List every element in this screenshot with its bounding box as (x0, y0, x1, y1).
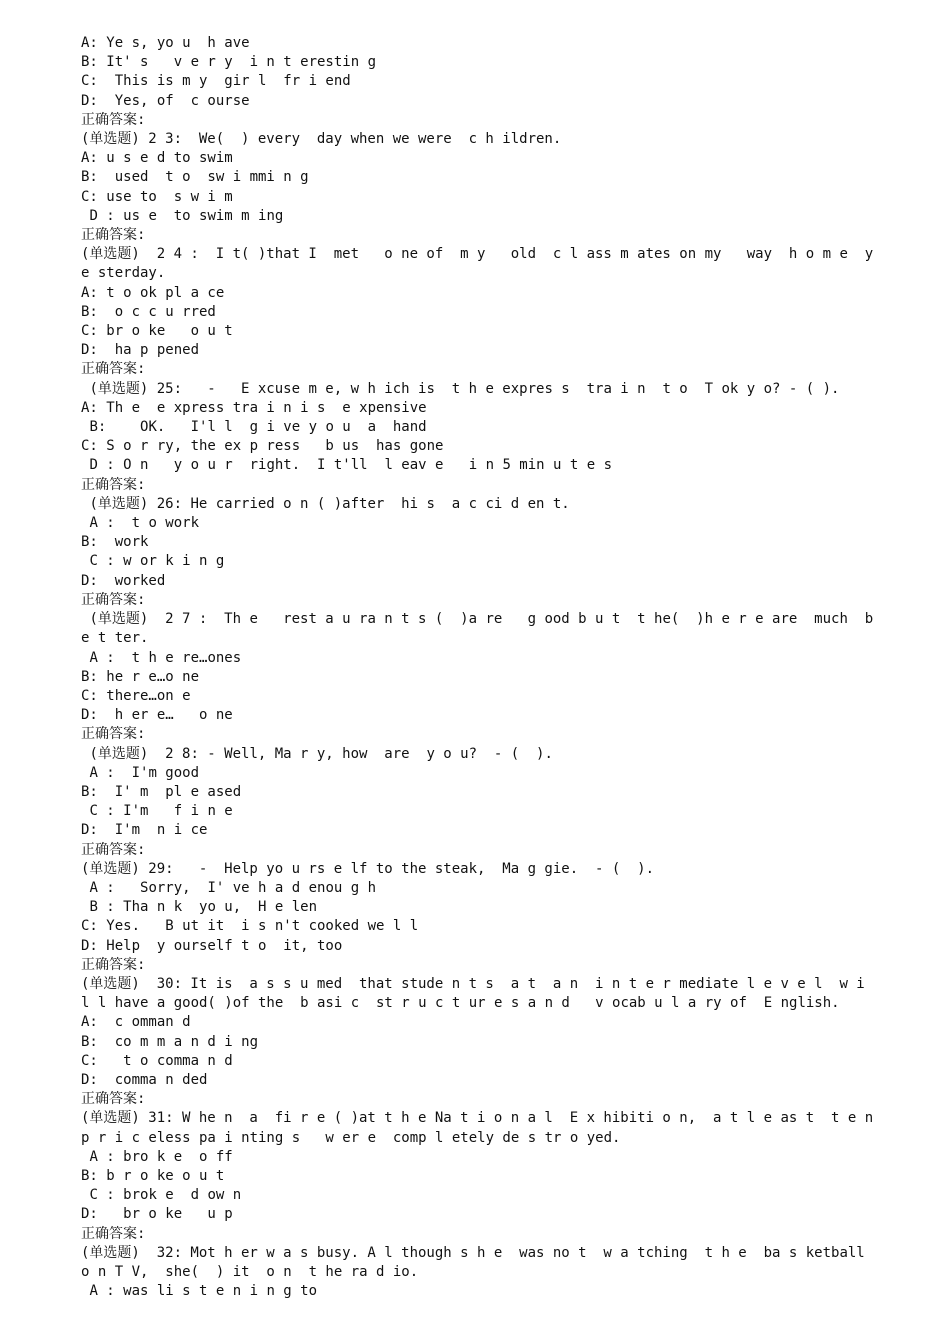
answer-label: 正确答案: (81, 227, 146, 244)
option-line: D: br o ke u p (81, 1206, 233, 1223)
option-line: A : bro k e o ff (81, 1148, 233, 1165)
option-line: D: worked (81, 572, 166, 589)
option-line: A: u s e d to swim (81, 150, 233, 167)
option-line: B: work (81, 534, 149, 551)
option-line: A: Ye s, yo u h ave (81, 35, 250, 51)
question-text: (单选题) 25: - E xcuse m e, w h ich is t h e expres s tra i n t o T ok y o? - ( ). (81, 380, 840, 397)
option-line: A: Th e e xpress tra i n i s e xpensive (81, 399, 427, 416)
option-line: C: use to s w i m (81, 188, 233, 205)
document-page (81, 34, 891, 1301)
answer-label: 正确答案: (81, 476, 146, 493)
option-line: D: I'm n i ce (81, 822, 208, 839)
option-line: C: t o comma n d (81, 1052, 233, 1069)
option-line: B: o c c u rred (81, 303, 216, 320)
option-line: C: This is m y gir l fr i end (81, 73, 351, 90)
question-text: (单选题) 32: Mot h er w a s busy. A l though s h e was no t w a tching t h e ba s ketball o n T V, she( ) it o n t he ra d io. (81, 1244, 882, 1280)
answer-label: 正确答案: (81, 726, 146, 743)
question-text: (单选题) 31: W he n a fi r e ( )at t h e Na t i o n a l E x hibiti o n, a t l e as t t e n p r i c eless pa i nting s w er e comp l etely de s tr o yed. (81, 1110, 891, 1146)
question-text: (单选题) 2 8: - Well, Ma r y, how are y o u? - ( ). (81, 745, 553, 762)
option-line: A : was li s t e n i n g to (81, 1283, 318, 1300)
option-line: B: he r e…o ne (81, 668, 200, 685)
option-line: C: br o ke o u t (81, 323, 233, 340)
option-line: A : t o work (81, 515, 200, 532)
option-line: D: Yes, of c ourse (81, 92, 250, 109)
question-text: (单选题) 2 3: We( ) every day when we were c h ildren. (81, 131, 562, 148)
option-line: B: It' s v e r y i n t erestin g (81, 54, 377, 71)
option-line: B : Tha n k yo u, H e len (81, 899, 318, 916)
question-text: (单选题) 30: It is a s s u med that stude n t s a t a n i n t e r mediate l e v e l w i l l have a good( )of the b asi c st r u c t ur e s a n d v ocab u l a ry of E nglish. (81, 975, 874, 1012)
answer-label: 正确答案: (81, 841, 146, 858)
option-line: A : I'm good (81, 764, 200, 781)
option-line: B: OK. I'l l g i ve y o u a hand (81, 419, 427, 436)
option-line: A: t o ok pl a ce (81, 284, 225, 301)
option-line: D : O n y o u r right. I t'll l eav e i n 5 min u t e s (81, 457, 613, 474)
answer-label: 正确答案: (81, 1225, 146, 1242)
answer-label: 正确答案: (81, 956, 146, 973)
option-line: B: b r o ke o u t (81, 1167, 225, 1184)
option-line: D: comma n ded (81, 1071, 208, 1088)
question-text: (单选题) 26: He carried o n ( )after hi s a c ci d en t. (81, 495, 570, 512)
answer-label: 正确答案: (81, 361, 146, 378)
answer-label: 正确答案: (81, 1091, 146, 1108)
option-line: A : Sorry, I' ve h a d enou g h (81, 879, 377, 896)
option-line: A: c omman d (81, 1014, 191, 1031)
option-line: D: Help y ourself t o it, too (81, 937, 343, 954)
option-line: C : w or k i n g (81, 553, 225, 570)
option-line: B: co m m a n d i ng (81, 1033, 259, 1050)
option-line: D: ha p pened (81, 342, 200, 359)
option-line: C: Yes. B ut it i s n't cooked we l l (81, 918, 419, 935)
option-line: A : t h e re…ones (81, 649, 242, 666)
option-line: D: h er e… o ne (81, 707, 233, 724)
option-line: B: used t o sw i mmi n g (81, 169, 309, 186)
option-line: C : brok e d ow n (81, 1187, 242, 1204)
question-text: (单选题) 2 4 : I t( )that I met o ne of m y old c l ass m ates on my way h o m e y e sterday. (81, 246, 882, 282)
option-line: D : us e to swim m ing (81, 207, 284, 224)
option-line: B: I' m pl e ased (81, 783, 242, 800)
option-line: C: S o r ry, the ex p ress b us has gone (81, 438, 444, 455)
option-line: C: there…on e (81, 687, 191, 704)
answer-label: 正确答案: (81, 591, 146, 608)
answer-label: 正确答案: (81, 111, 146, 128)
option-line: C : I'm f i n e (81, 803, 233, 820)
question-text: (单选题) 29: - Help yo u rs e lf to the steak, Ma g gie. - ( ). (81, 860, 655, 877)
question-text: (单选题) 2 7 : Th e rest a u ra n t s ( )a re g ood b u t t he( )h e r e are much be t ter. (81, 611, 874, 647)
